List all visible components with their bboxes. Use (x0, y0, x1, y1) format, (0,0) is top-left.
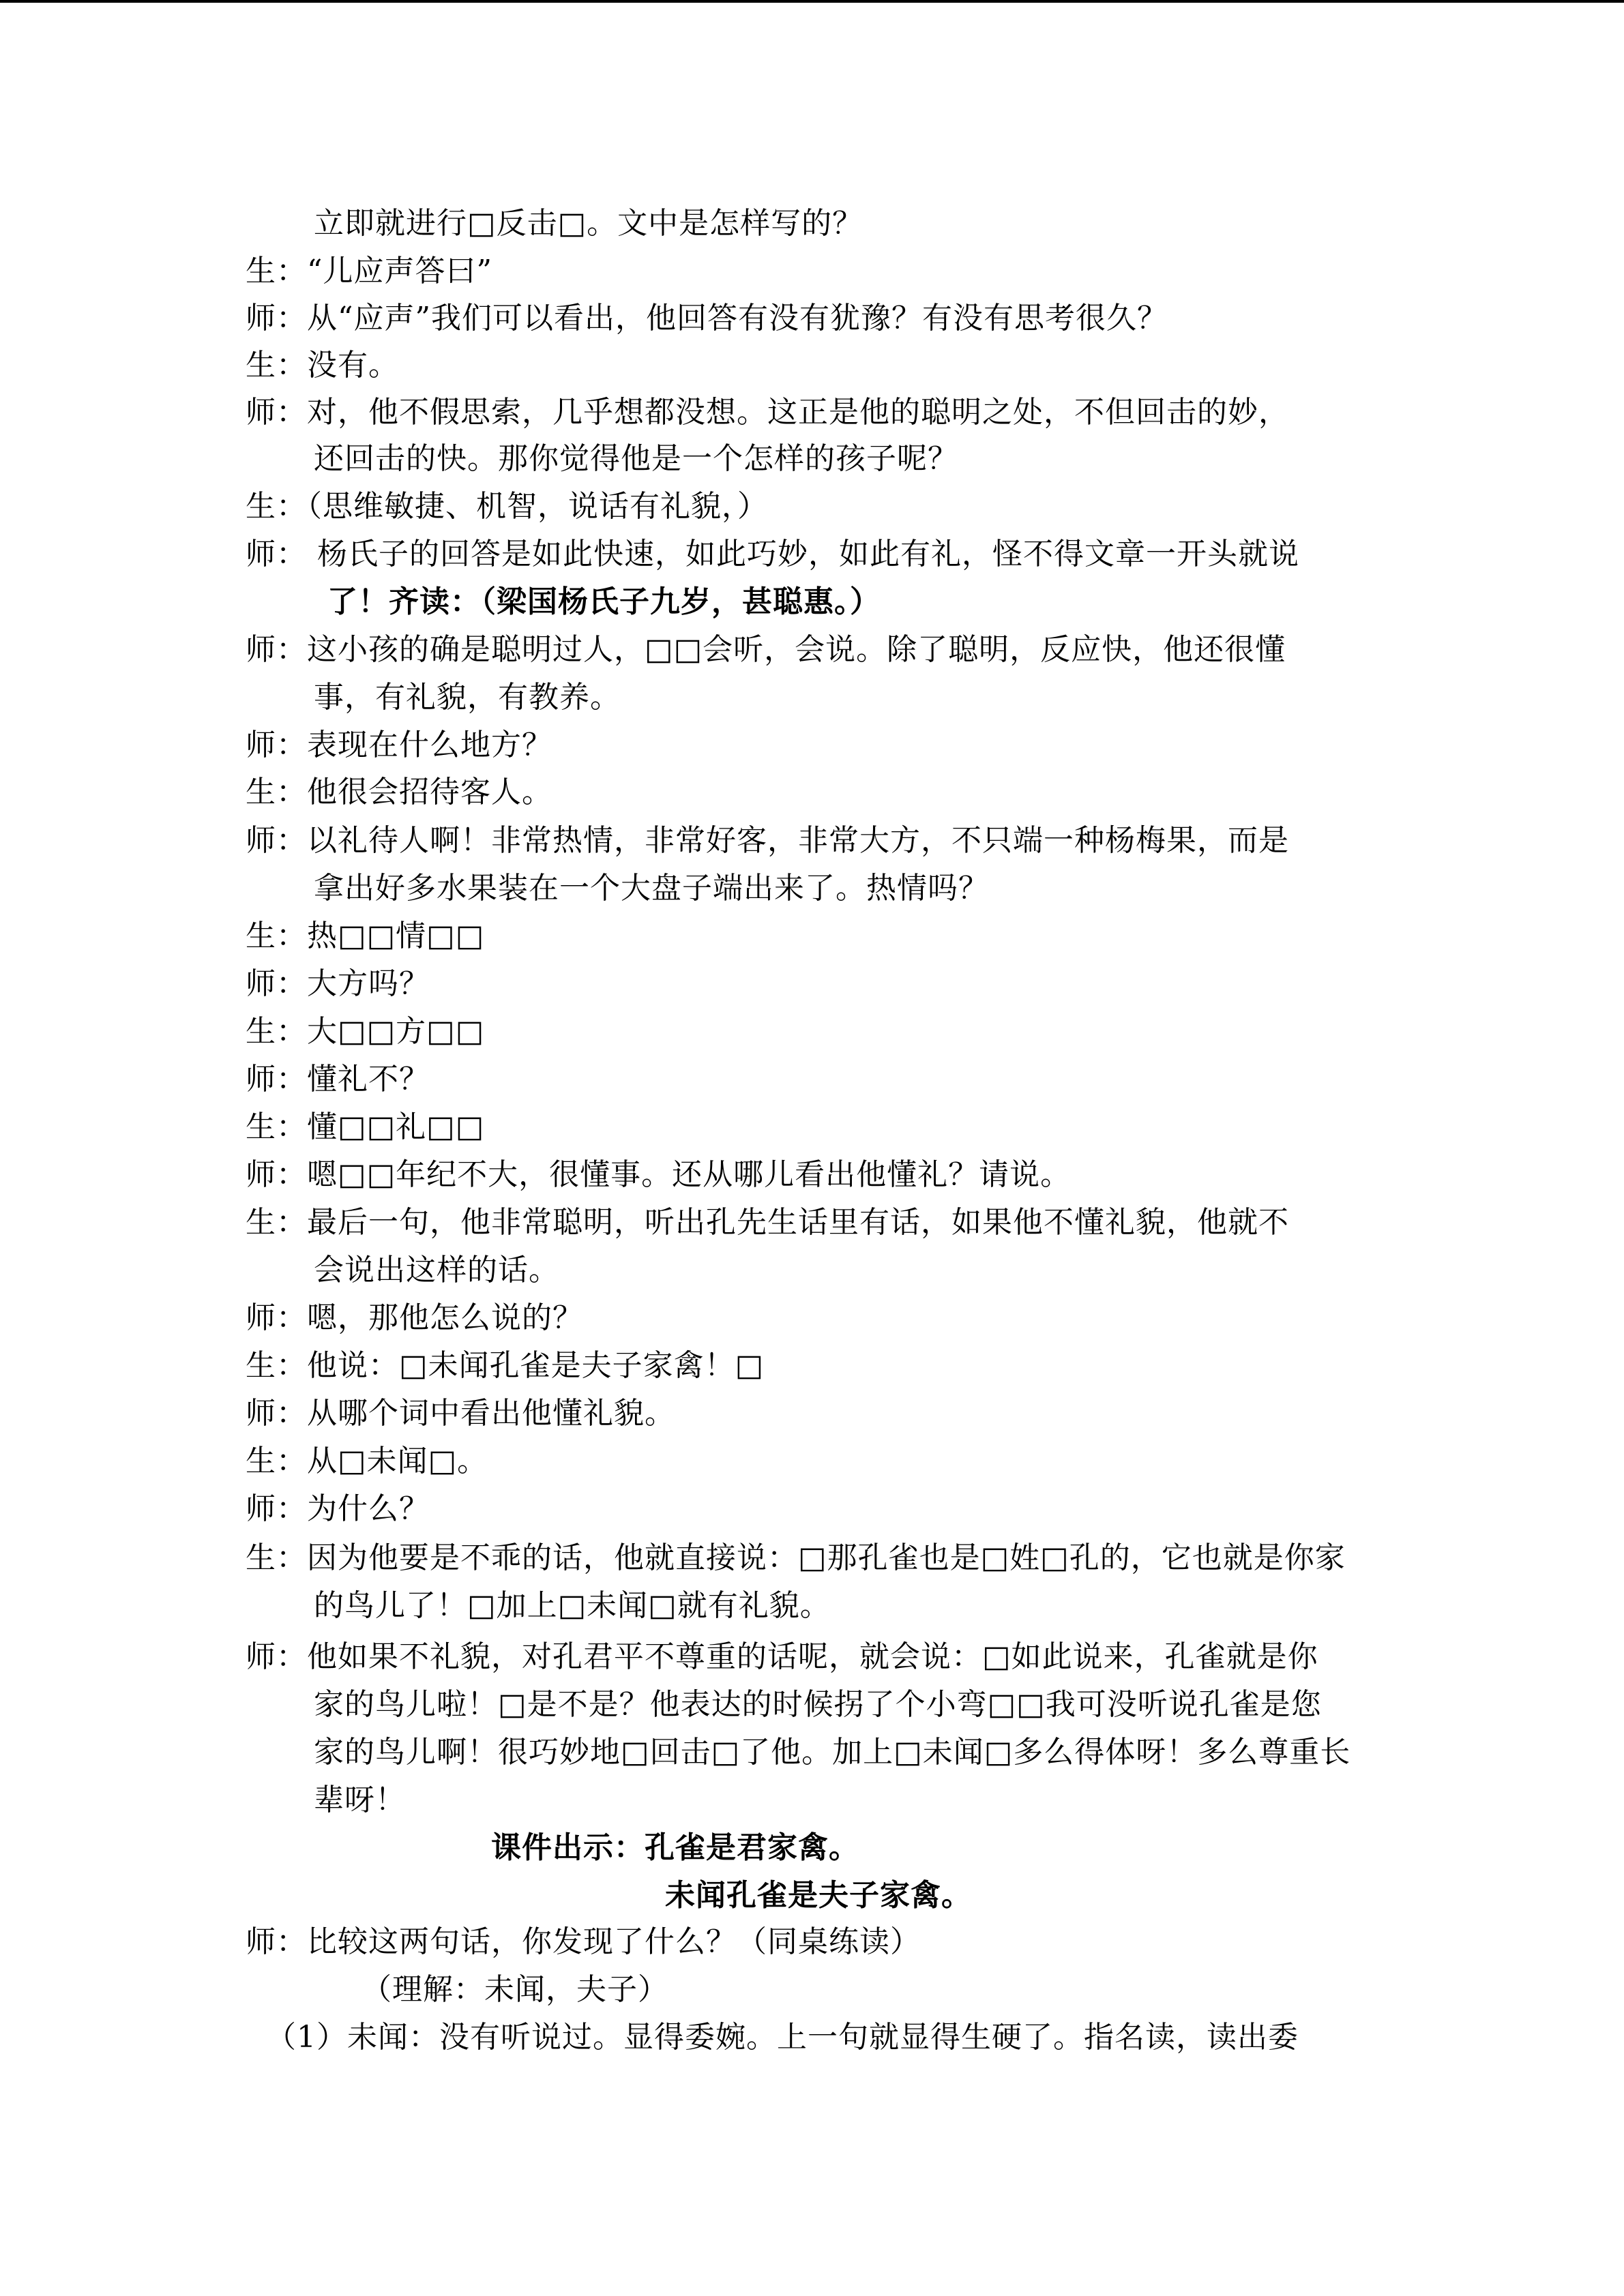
courseware-line-2: 未闻孔雀是夫子家禽。 (665, 1878, 972, 1913)
text-line: 生：大□□方□□ (246, 1014, 485, 1049)
text-line: 家的鸟儿啦！□是不是？他表达的时候拐了个小弯□□我可没听说孔雀是您 (314, 1687, 1322, 1722)
text-line: 生：“儿应声答曰” (246, 254, 492, 288)
text-line: 立即就进行□反击□。文中是怎样写的？ (314, 206, 863, 241)
text-line: 师：从“应声”我们可以看出，他回答有没有犹豫？有没有思考很久？ (246, 301, 1168, 336)
text-line: 师：大方吗？ (246, 966, 430, 1001)
text-line: 会说出这样的话。 (314, 1253, 559, 1287)
text-line: 拿出好多水果装在一个大盘子端出来了。热情吗？ (314, 871, 989, 906)
text-line: 生：最后一句，他非常聪明，听出孔先生话里有话，如果他不懂礼貌，他就不 (246, 1205, 1289, 1240)
text-line: 师：懂礼不？ (246, 1062, 430, 1097)
text-line: 的鸟儿了！□加上□未闻□就有礼貌。 (314, 1588, 831, 1623)
text-line: 师：表现在什么地方？ (246, 728, 552, 762)
text-line: 师：这小孩的确是聪明过人，□□会听，会说。除了聪明，反应快，他还很懂 (246, 632, 1286, 667)
text-line: 师：嗯□□年纪不大，很懂事。还从哪儿看出他懂礼？请说。 (246, 1157, 1072, 1192)
text-line: 生：没有。 (246, 348, 399, 383)
text-line: 家的鸟儿啊！很巧妙地□回击□了他。加上□未闻□多么得体呀！多么尊重长 (314, 1735, 1351, 1770)
text-line: 生：从□未闻□。 (246, 1444, 488, 1478)
text-line: 生：因为他要是不乖的话，他就直接说：□那孔雀也是□姓□孔的，它也就是你家 (246, 1540, 1346, 1575)
text-line: 生：热□□情□□ (246, 919, 485, 953)
text-line: （理解：未闻，夫子） (361, 1972, 668, 2007)
text-line: 师：以礼待人啊！非常热情，非常好客，非常大方，不只端一种杨梅果，而是 (246, 823, 1289, 858)
text-line: 师：他如果不礼貌，对孔君平不尊重的话呢，就会说：□如此说来，孔雀就是你 (246, 1639, 1318, 1674)
courseware-line-1: 课件出示：孔雀是君家禽。 (491, 1830, 859, 1865)
text-line: 师：比较这两句话，你发现了什么？（同桌练读） (246, 1924, 921, 1959)
text-line: 师：对，他不假思索，几乎想都没想。这正是他的聪明之处，不但回击的妙， (246, 395, 1289, 430)
text-line: 生：他很会招待客人。 (246, 775, 552, 809)
text-line: 师：从哪个词中看出他懂礼貌。 (246, 1396, 675, 1431)
text-line: 师：嗯，那他怎么说的？ (246, 1300, 583, 1335)
text-line: 辈呀！ (314, 1783, 406, 1817)
text-line: 事，有礼貌，有教养。 (314, 680, 621, 715)
text-line: 师： 杨氏子的回答是如此快速，如此巧妙，如此有礼，怪不得文章一开头就说 (246, 537, 1299, 571)
text-line: 生：（思维敏捷、机智，说话有礼貌，） (246, 489, 768, 524)
text-line: 师：为什么？ (246, 1491, 430, 1526)
text-line-bold: 了！齐读：（梁国杨氏子九岁，甚聪惠。） (327, 584, 881, 619)
text-line: 还回击的快。那你觉得他是一个怎样的孩子呢？ (314, 441, 958, 476)
text-line: （1）未闻：没有听说过。显得委婉。上一句就显得生硬了。指名读，读出委 (266, 2020, 1299, 2055)
text-line: 生：他说：□未闻孔雀是夫子家禽！□ (246, 1348, 765, 1383)
text-line: 生：懂□□礼□□ (246, 1109, 485, 1144)
